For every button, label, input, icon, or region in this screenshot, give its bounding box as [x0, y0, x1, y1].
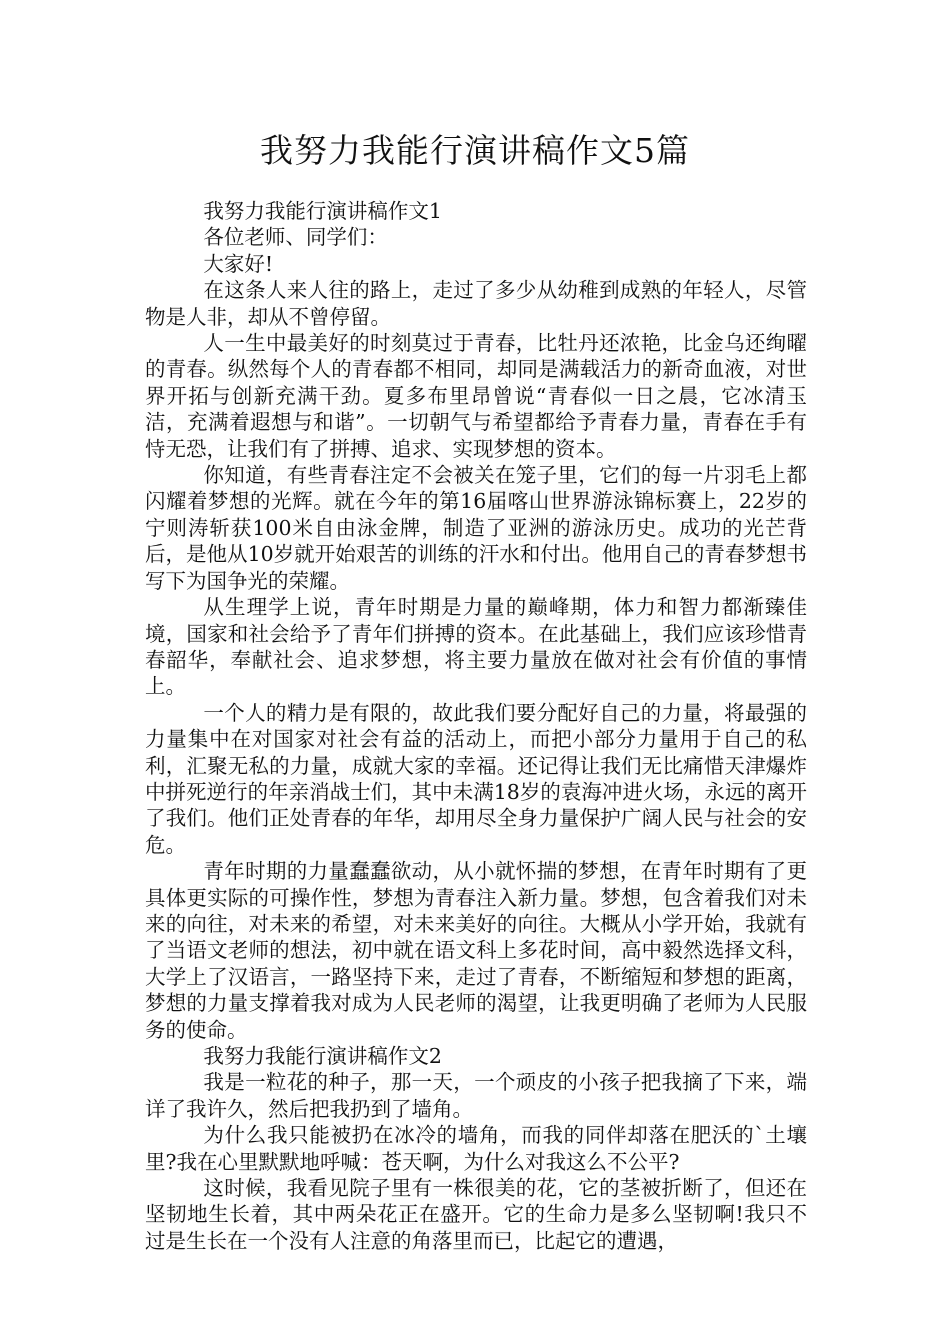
paragraph: 一个人的精力是有限的，故此我们要分配好自己的力量，将最强的力量集中在对国家对社会有益的活动上，而把小部分力量用于自己的私利，汇聚无私的力量，成就大家的幸福。还记得让我们无比痛惜天津爆炸中拼死逆行的年亲消战士们，其中未满18岁的袁海冲进火场，永远的离开了我们。他们正处青春的年华，却用尽全身力量保护广阔人民与社会的安危。 — [145, 700, 807, 857]
section-heading-1: 我努力我能行演讲稿作文1 — [203, 199, 442, 223]
document-title: 我努力我能行演讲稿作文5篇 — [260, 131, 690, 170]
salutation: 各位老师、同学们： — [203, 225, 388, 250]
document-body — [145, 198, 807, 1254]
paragraph: 你知道，有些青春注定不会被关在笼子里，它们的每一片羽毛上都闪耀着梦想的光辉。就在今年的第16届喀山世界游泳锦标赛上，22岁的宁则涛斩获100米自由泳金牌，制造了亚洲的游泳历史。成功的光芒背后，是他从10岁就开始艰苦的训练的汗水和付出。他用自己的青春梦想书写下为国争光的荣耀。 — [145, 463, 807, 593]
paragraph: 为什么我只能被扔在冰冷的墙角，而我的同伴却落在肥沃的`土壤里?我在心里默默地呼喊：苍天啊，为什么对我这么不公平? — [145, 1123, 807, 1174]
paragraph: 在这条人来人往的路上，走过了多少从幼稚到成熟的年轻人，尽管物是人非，却从不曾停留。 — [145, 278, 807, 329]
paragraph: 人一生中最美好的时刻莫过于青春，比牡丹还浓艳，比金乌还绚曜的青春。纵然每个人的青春都不相同，却同是满载活力的新奇血液，对世界开拓与创新充满干劲。夏多布里昂曾说“青春似一日之晨，它冰清玉洁，充满着遐想与和谐”。一切朝气与希望都给予青春力量，青春在手有恃无恐，让我们有了拼搏、追求、实现梦想的资本。 — [145, 331, 807, 461]
paragraph: 这时候，我看见院子里有一株很美的花，它的茎被折断了，但还在坚韧地生长着，其中两朵花正在盛开。它的生命力是多么坚韧啊!我只不过是生长在一个没有人注意的角落里而已，比起它的遭遇， — [145, 1176, 807, 1253]
paragraph: 我是一粒花的种子，那一天，一个顽皮的小孩子把我摘了下来，端详了我许久，然后把我扔到了墙角。 — [145, 1070, 807, 1121]
paragraph: 青年时期的力量蠢蠢欲动，从小就怀揣的梦想，在青年时期有了更具体更实际的可操作性，梦想为青春注入新力量。梦想，包含着我们对未来的向往，对未来的希望，对未来美好的向往。大概从小学开始，我就有了当语文老师的想法，初中就在语文科上多花时间，高中毅然选择文科，大学上了汉语言，一路坚持下来，走过了青春，不断缩短和梦想的距离，梦想的力量支撑着我对成为人民老师的渴望，让我更明确了老师为人民服务的使命。 — [145, 859, 807, 1042]
section-heading-2: 我努力我能行演讲稿作文2 — [203, 1044, 442, 1068]
greeting: 大家好! — [203, 251, 274, 276]
paragraph: 从生理学上说，青年时期是力量的巅峰期，体力和智力都渐臻佳境，国家和社会给予了青年们拼搏的资本。在此基础上，我们应该珍惜青春韶华，奉献社会、追求梦想，将主要力量放在做对社会有价值的事情上。 — [145, 595, 807, 699]
